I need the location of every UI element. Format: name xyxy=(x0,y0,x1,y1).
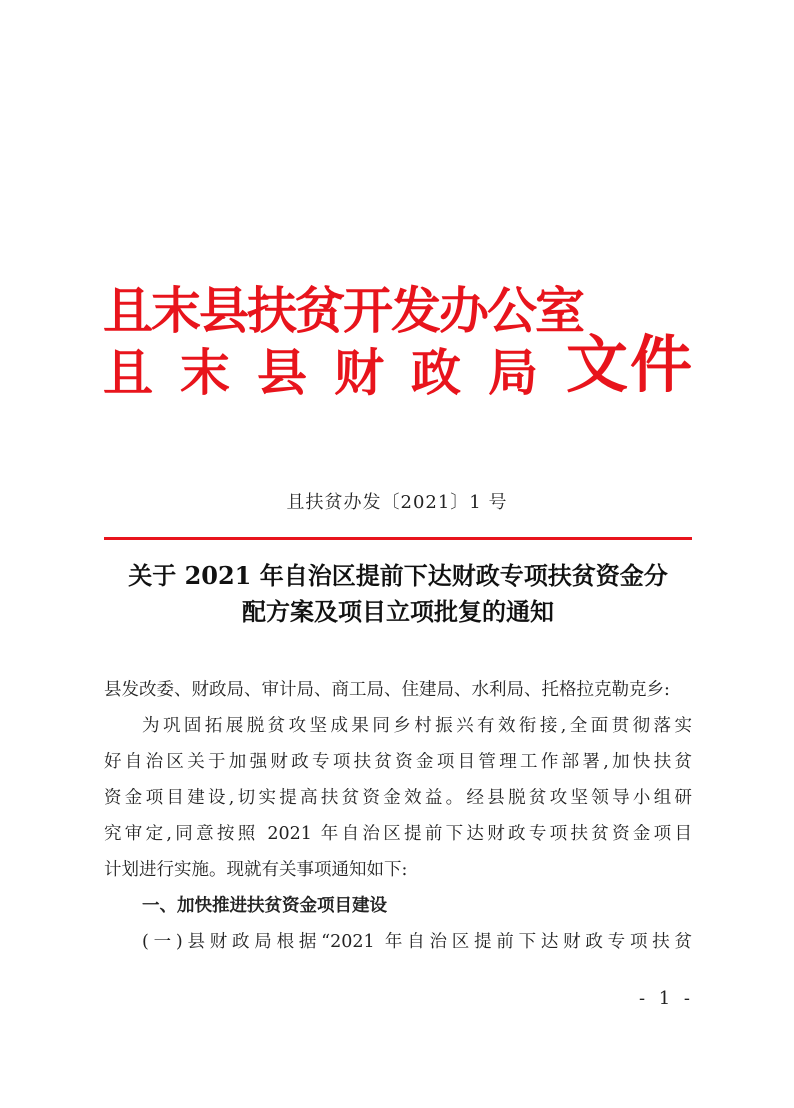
paragraph-1-line-4: 究审定,同意按照 2021 年自治区提前下达财政专项扶贫资金项目 xyxy=(104,824,692,844)
masthead-doc-type: 文件 xyxy=(566,328,695,401)
red-separator-line xyxy=(104,537,692,540)
paragraph-1-line-3: 资金项目建设,切实提高扶贫资金效益。经县脱贫攻坚领导小组研 xyxy=(104,788,692,808)
issuer-poverty-office: 且末县扶贫开发办公室 xyxy=(103,281,583,340)
recipients-line: 县发改委、财政局、审计局、商工局、住建局、水利局、托格拉克勒克乡: xyxy=(104,680,670,700)
document-body xyxy=(104,672,692,960)
masthead-issuers xyxy=(103,280,583,404)
paragraph-1-line-1: 为巩固拓展脱贫攻坚成果同乡村振兴有效衔接,全面贯彻落实 xyxy=(142,716,692,736)
section-heading-1: 一、加快推进扶贫资金项目建设 xyxy=(142,896,387,916)
title-line-2: 配方案及项目立项批复的通知 xyxy=(242,597,554,626)
document-title xyxy=(104,558,692,630)
page-number: - 1 - xyxy=(638,988,694,1009)
issuer-finance-bureau: 且末县财政局 xyxy=(103,343,565,402)
paragraph-2-line-1: (一)县财政局根据“2021 年自治区提前下达财政专项扶贫 xyxy=(142,932,692,952)
paragraph-1-line-2: 好自治区关于加强财政专项扶贫资金项目管理工作部署,加快扶贫 xyxy=(104,752,692,772)
title-line-1: 关于 2021 年自治区提前下达财政专项扶贫资金分 xyxy=(128,561,668,590)
paragraph-1-line-5: 计划进行实施。现就有关事项通知如下: xyxy=(104,860,408,880)
document-number: 且扶贫办发〔2021〕1 号 xyxy=(286,492,508,513)
